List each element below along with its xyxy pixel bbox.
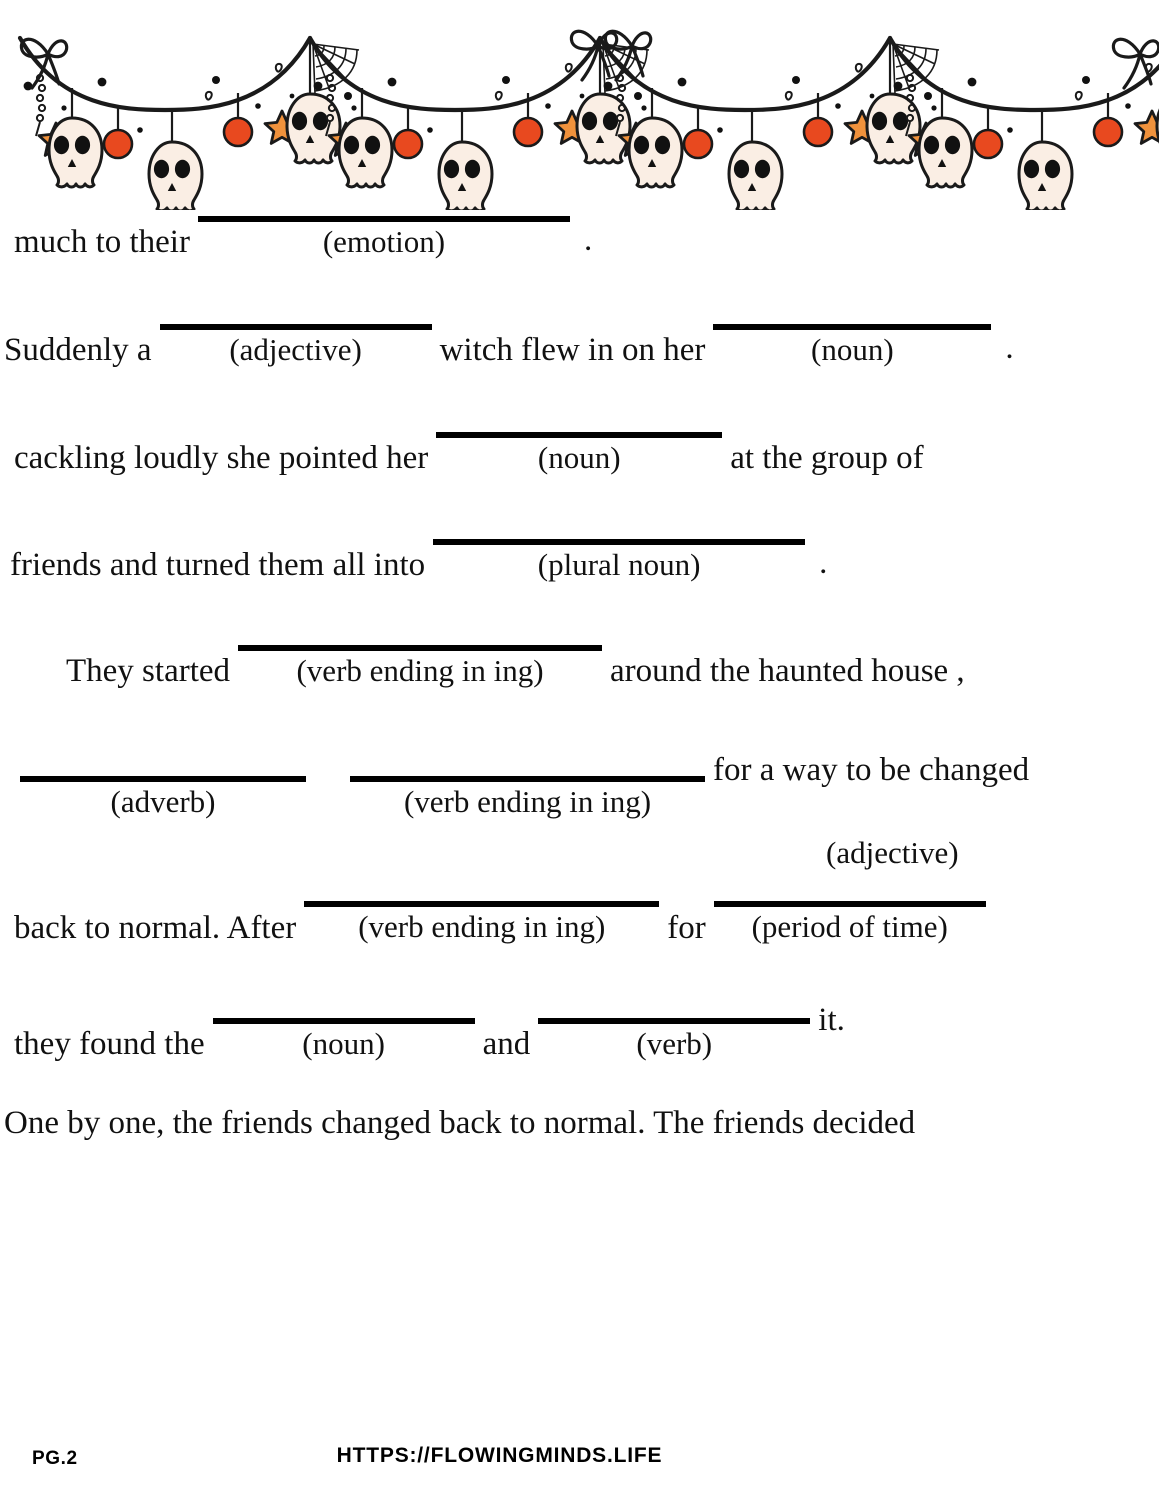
story-text: . <box>1005 329 1014 366</box>
madlibs-story-body <box>0 210 1159 1142</box>
blank-rule[interactable] <box>198 216 570 222</box>
blank-adjective[interactable] <box>160 324 432 370</box>
story-text: . <box>583 222 593 259</box>
blank-verb-ing[interactable] <box>304 901 659 947</box>
story-text: witch flew in on her <box>439 331 706 368</box>
blank-plural-noun[interactable] <box>433 539 805 585</box>
blank-hint: (noun) <box>537 439 621 475</box>
story-text: cackling loudly she pointed her <box>14 439 429 476</box>
story-line-8 <box>0 1003 1159 1064</box>
blank-rule[interactable] <box>304 901 659 907</box>
story-text: around the haunted house , <box>610 653 965 690</box>
story-line-4 <box>0 539 1159 585</box>
footer-site-url: HTTPS://FLOWINGMINDS.LIFE <box>336 1444 663 1467</box>
garland-swag-group <box>20 38 1159 210</box>
story-text: it. <box>818 1002 845 1039</box>
blank-hint: (verb ending in ing) <box>296 653 544 688</box>
blank-rule[interactable] <box>433 539 805 545</box>
story-line-7 <box>0 901 1159 947</box>
blank-rule[interactable] <box>436 432 722 438</box>
story-line-2 <box>0 324 1159 370</box>
blank-period-of-time[interactable] <box>714 901 986 947</box>
story-text: . <box>819 545 828 582</box>
story-text: for a way to be changed <box>713 751 1030 788</box>
story-line-9 <box>0 1106 1159 1143</box>
story-text: Suddenly a <box>4 331 152 368</box>
blank-hint: (verb ending in ing) <box>358 909 606 945</box>
blank-rule[interactable] <box>713 324 991 330</box>
story-text: for <box>667 909 706 946</box>
blank-rule[interactable] <box>20 776 306 782</box>
blank-emotion[interactable] <box>198 216 570 262</box>
story-text: One by one, the friends changed back to normal. The friends decided <box>4 1104 916 1141</box>
blank-noun[interactable] <box>713 324 991 370</box>
blank-hint: (adverb) <box>110 783 216 819</box>
blank-hint: (period of time) <box>751 909 948 945</box>
garland-illustration <box>0 0 1159 210</box>
blank-hint: (verb ending in ing) <box>403 783 652 819</box>
blank-hint: (noun) <box>302 1026 385 1062</box>
story-text: back to normal. After <box>14 909 297 946</box>
blank-hint: (noun) <box>811 331 894 367</box>
page-footer <box>0 1444 1159 1478</box>
story-text: and <box>482 1026 531 1063</box>
blank-adverb[interactable] <box>20 776 306 822</box>
blank-rule[interactable] <box>714 901 986 907</box>
story-line-3 <box>0 432 1159 478</box>
garland-bow-right <box>1113 39 1158 88</box>
blank-hint: (adjective) <box>229 331 362 367</box>
blank-hint: (plural noun) <box>537 547 701 583</box>
blank-rule[interactable] <box>538 1018 810 1024</box>
blank-hint: (emotion) <box>322 224 446 259</box>
halloween-garland-banner <box>0 0 1159 210</box>
blank-verb-ing[interactable] <box>350 776 705 822</box>
story-text: they found the <box>14 1026 205 1063</box>
story-text: friends and turned them all into <box>10 547 426 584</box>
story-line-1 <box>0 216 1159 262</box>
blank-verb-ing[interactable] <box>238 645 602 691</box>
blank-noun[interactable] <box>213 1018 475 1064</box>
story-line-6 <box>0 753 1159 822</box>
blank-noun[interactable] <box>436 432 722 478</box>
blank-rule[interactable] <box>350 776 705 782</box>
garland-bow-left <box>21 39 66 88</box>
blank-rule[interactable] <box>238 645 602 651</box>
story-text: They started <box>66 653 231 690</box>
blank-rule[interactable] <box>213 1018 475 1024</box>
footer-page-number: PG.2 <box>32 1448 78 1469</box>
story-text: much to their <box>14 224 190 261</box>
story-text: at the group of <box>730 439 924 476</box>
blank-hint: (verb) <box>636 1026 713 1062</box>
story-line-5 <box>0 645 1159 691</box>
blank-rule[interactable] <box>160 324 432 330</box>
blank-hint-adjective-standalone: (adjective) <box>826 835 959 871</box>
blank-verb[interactable] <box>538 1018 810 1064</box>
